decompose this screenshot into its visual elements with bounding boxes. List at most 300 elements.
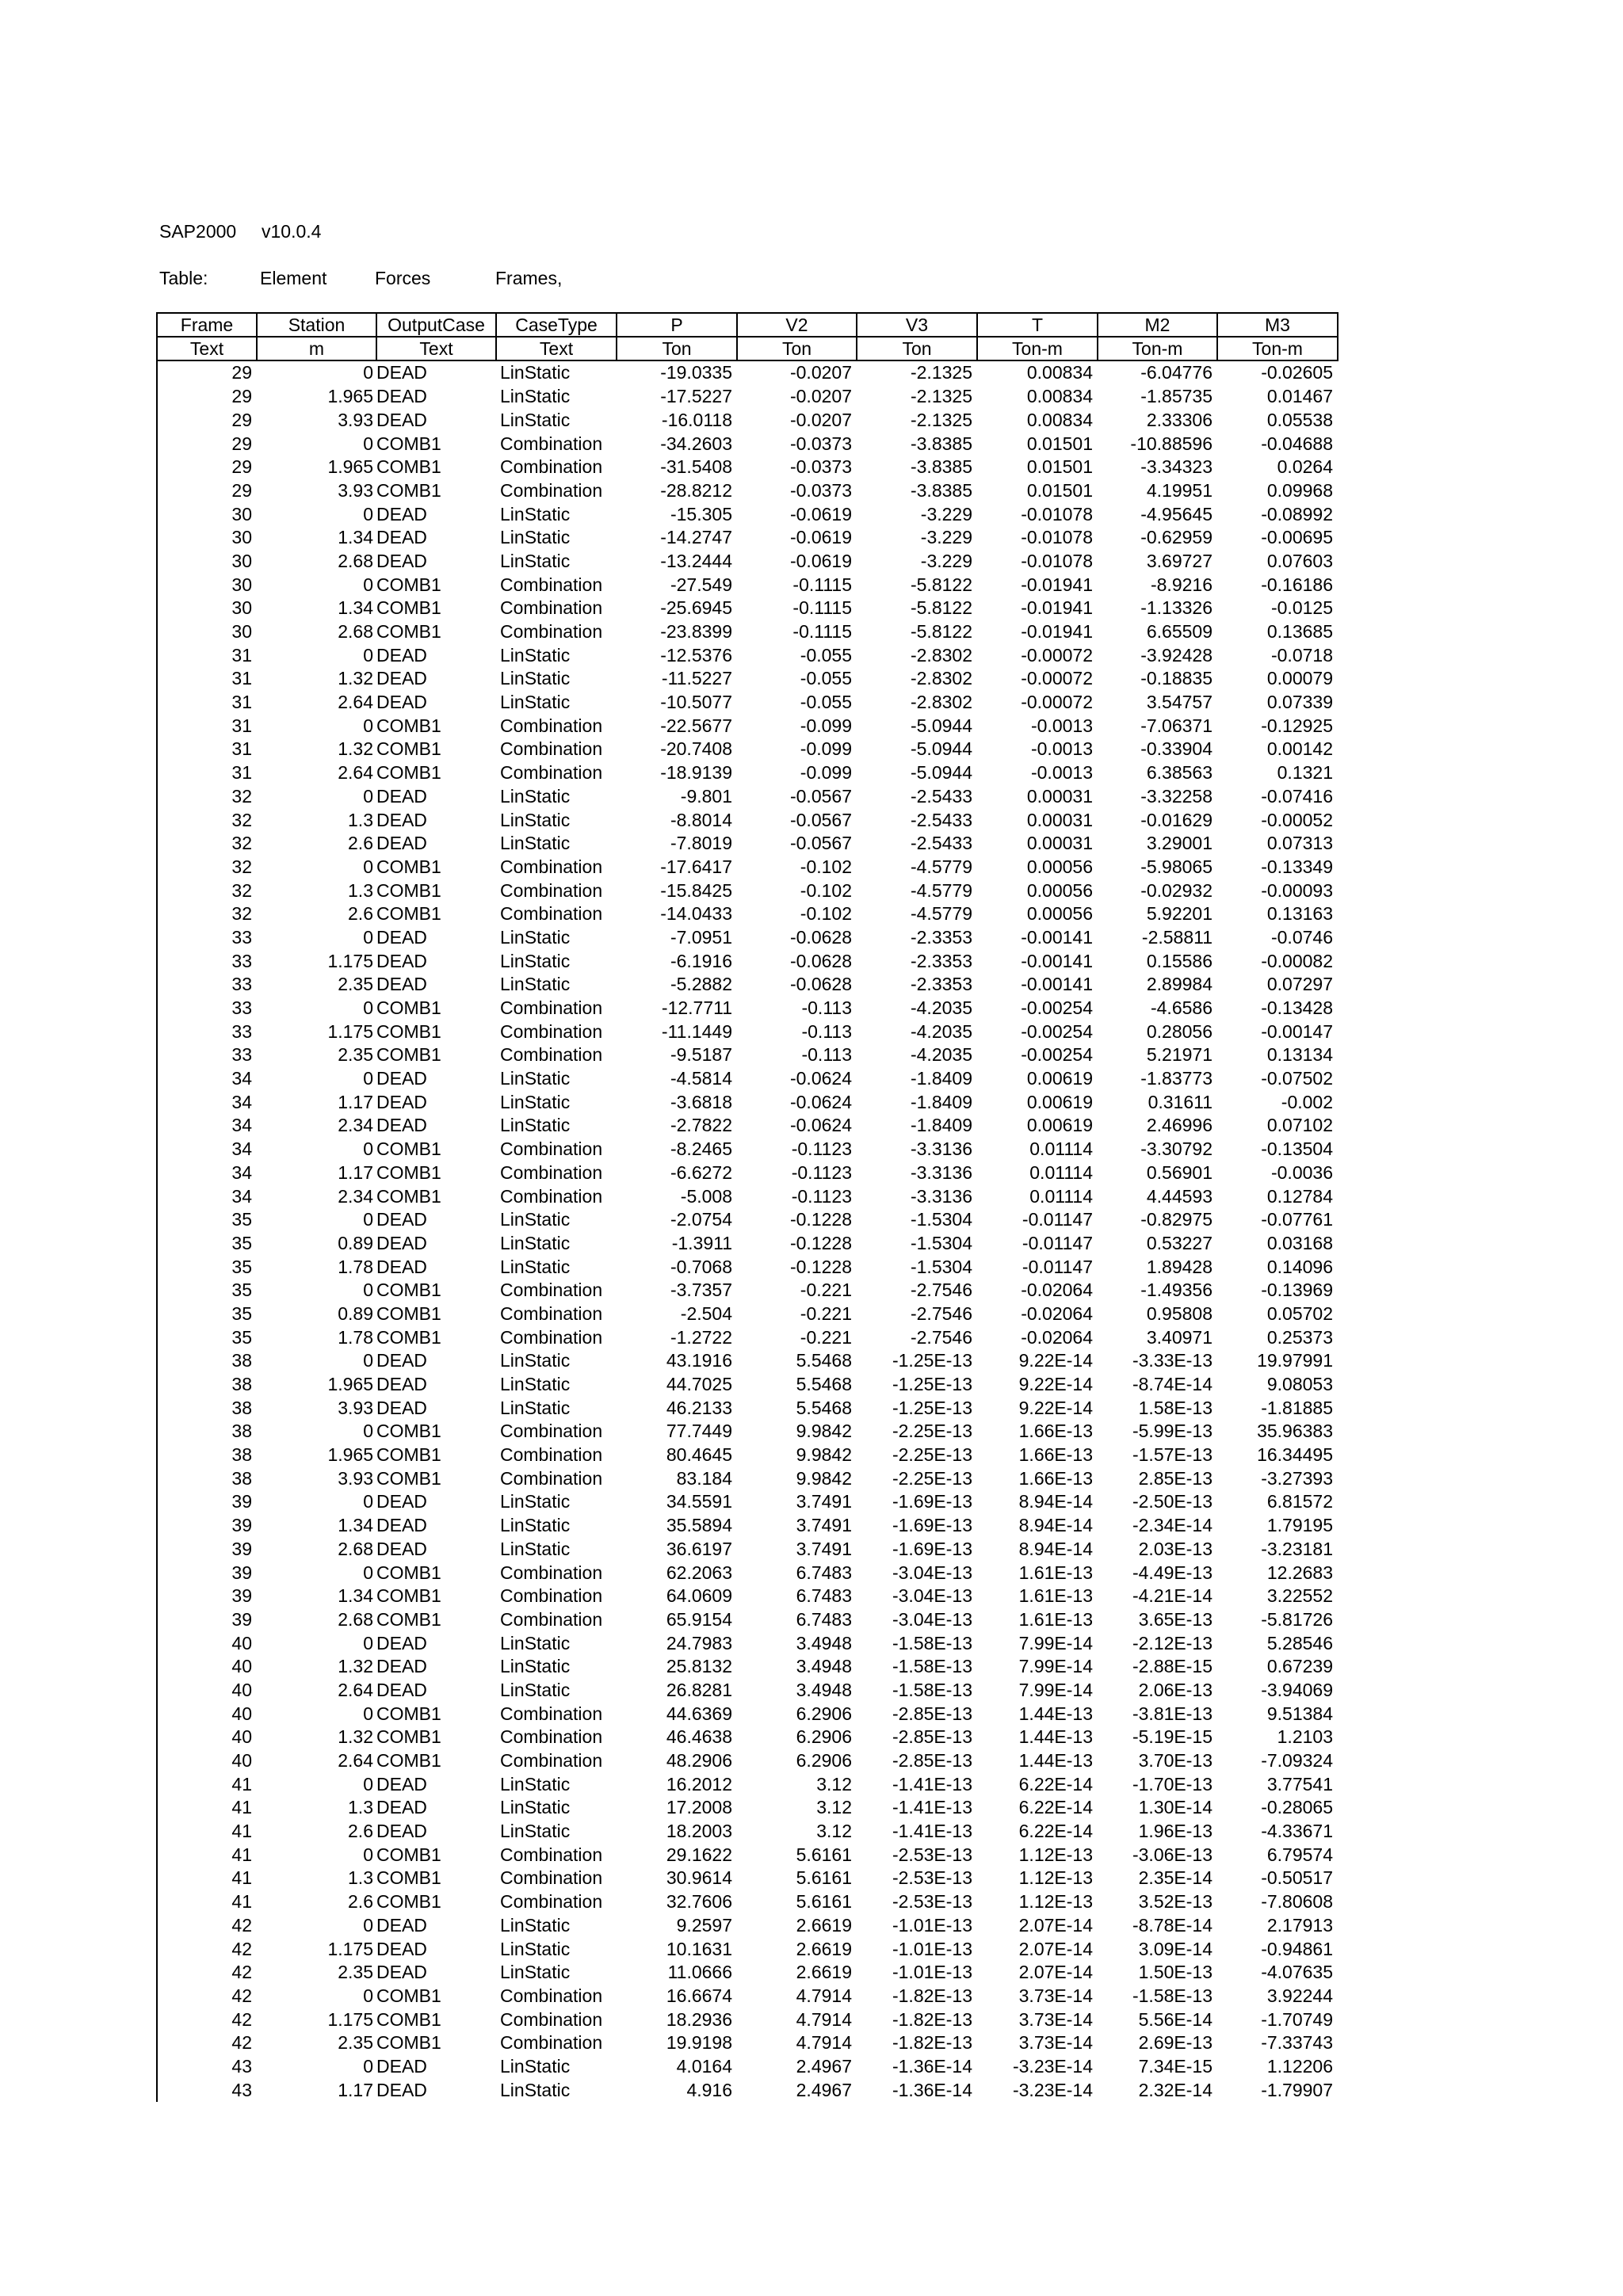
case-type-cell: LinStatic: [500, 1821, 571, 1842]
output-case-cell: DEAD: [376, 1515, 427, 1536]
v3-cell: -1.01E-13: [892, 1962, 972, 1983]
frame-cell: 31: [157, 643, 257, 667]
v2-cell: -0.0619: [789, 503, 852, 524]
station-cell: 1.32: [338, 1656, 373, 1677]
table-header: [157, 313, 1338, 360]
t-cell: 3.73E-14: [1018, 1985, 1093, 2006]
case-type-cell: Combination: [500, 1326, 603, 1348]
v2-cell: -0.1123: [791, 1185, 852, 1207]
m3-cell: -0.08992: [1261, 503, 1333, 524]
output-case-cell: DEAD: [376, 1797, 427, 1818]
frame-cell: 35: [157, 1302, 257, 1326]
frame-cell: 39: [157, 1585, 257, 1608]
m3-cell: 9.51384: [1266, 1703, 1333, 1724]
m2-cell: 2.35E-14: [1138, 1867, 1212, 1889]
output-case-cell: COMB1: [376, 1867, 441, 1889]
frame-cell: 32: [157, 784, 257, 808]
v3-cell: -1.8409: [910, 1068, 972, 1089]
m2-cell: -0.82975: [1140, 1209, 1212, 1230]
frame-cell: 33: [157, 926, 257, 950]
v3-cell: -5.0944: [910, 738, 972, 760]
frame-cell: 38: [157, 1444, 257, 1467]
v3-cell: -1.69E-13: [892, 1491, 972, 1512]
v3-cell: -1.8409: [910, 1091, 972, 1112]
p-cell: -20.7408: [660, 738, 732, 760]
case-type-cell: Combination: [500, 1703, 603, 1724]
m2-cell: -8.78E-14: [1132, 1914, 1212, 1936]
m2-cell: -1.83773: [1140, 1068, 1212, 1089]
p-cell: -6.1916: [670, 950, 732, 971]
p-cell: -34.2603: [660, 433, 732, 454]
output-case-cell: COMB1: [376, 1326, 441, 1348]
case-type-cell: LinStatic: [500, 2079, 571, 2100]
v3-cell: -3.8385: [910, 479, 972, 501]
v3-cell: -1.5304: [910, 1209, 972, 1230]
m3-cell: 0.67239: [1266, 1656, 1333, 1677]
v2-cell: 2.4967: [796, 2055, 852, 2077]
t-cell: 8.94E-14: [1018, 1538, 1093, 1559]
p-cell: 34.5591: [666, 1491, 732, 1512]
table-row: [157, 2055, 1338, 2079]
table-row: [157, 1161, 1338, 1184]
frame-cell: 34: [157, 1090, 257, 1114]
m2-cell: 4.19951: [1146, 479, 1212, 501]
m3-cell: -3.94069: [1261, 1679, 1333, 1700]
p-cell: 30.9614: [666, 1867, 732, 1889]
case-type-cell: LinStatic: [500, 1938, 571, 1959]
case-type-cell: LinStatic: [500, 1656, 571, 1677]
p-cell: -16.0118: [661, 409, 732, 430]
m2-cell: 2.03E-13: [1138, 1538, 1212, 1559]
table-row: [157, 691, 1338, 715]
frame-cell: 35: [157, 1325, 257, 1349]
table-row: [157, 1608, 1338, 1631]
v3-cell: -2.8302: [910, 692, 972, 713]
v3-cell: -2.25E-13: [892, 1467, 972, 1489]
frame-cell: 42: [157, 1961, 257, 1985]
v3-cell: -1.82E-13: [892, 1985, 972, 2006]
column-header: Station: [257, 313, 376, 337]
case-type-cell: LinStatic: [500, 950, 571, 971]
m3-cell: 0.05702: [1266, 1302, 1333, 1324]
p-cell: 36.6197: [666, 1538, 732, 1559]
table-row: [157, 408, 1338, 432]
output-case-cell: COMB1: [376, 738, 441, 760]
p-cell: 9.2597: [676, 1914, 732, 1936]
m2-cell: 3.29001: [1146, 833, 1212, 854]
frame-cell: 33: [157, 997, 257, 1020]
output-case-cell: DEAD: [376, 1256, 427, 1277]
table-row: [157, 1702, 1338, 1726]
case-type-cell: Combination: [500, 479, 603, 501]
station-cell: 2.68: [338, 1608, 373, 1630]
v3-cell: -5.8122: [910, 621, 972, 643]
t-cell: -0.01147: [1022, 1232, 1093, 1253]
case-type-cell: LinStatic: [500, 926, 571, 948]
m2-cell: 1.50E-13: [1138, 1962, 1212, 1983]
v3-cell: -3.3136: [910, 1161, 972, 1183]
output-case-cell: DEAD: [376, 1068, 427, 1089]
m3-cell: -0.0036: [1270, 1161, 1333, 1183]
m2-cell: -3.06E-13: [1132, 1844, 1212, 1865]
table-row: [157, 502, 1338, 526]
case-type-cell: Combination: [500, 1138, 603, 1160]
m3-cell: -7.80608: [1261, 1891, 1333, 1913]
m3-cell: -0.13349: [1261, 856, 1333, 877]
case-type-cell: LinStatic: [500, 362, 571, 383]
table-title-word: Forces: [375, 268, 431, 288]
m2-cell: 1.96E-13: [1138, 1821, 1212, 1842]
frame-cell: 42: [157, 2008, 257, 2031]
p-cell: 4.0164: [676, 2055, 732, 2077]
v2-cell: -0.221: [800, 1280, 852, 1301]
v2-cell: -0.0567: [789, 809, 852, 830]
station-cell: 1.17: [338, 1161, 373, 1183]
station-cell: 0: [363, 1844, 373, 1865]
case-type-cell: LinStatic: [500, 2055, 571, 2077]
m3-cell: -4.07635: [1261, 1962, 1333, 1983]
table-row: [157, 1820, 1338, 1844]
table-row: [157, 1302, 1338, 1326]
v2-cell: -0.0207: [789, 362, 852, 383]
t-cell: -0.01941: [1021, 574, 1093, 595]
table-row: [157, 926, 1338, 950]
p-cell: 4.916: [686, 2079, 732, 2100]
table-row: [157, 432, 1338, 456]
t-cell: -0.02064: [1021, 1280, 1093, 1301]
table-row: [157, 832, 1338, 856]
station-cell: 1.17: [338, 2079, 373, 2100]
frame-cell: 32: [157, 879, 257, 902]
m2-cell: -1.85735: [1140, 386, 1212, 407]
frame-cell: 40: [157, 1631, 257, 1655]
m2-cell: 2.89984: [1146, 974, 1212, 995]
unit-cell: Ton-m: [1098, 337, 1217, 360]
p-cell: 18.2936: [666, 2008, 732, 2030]
v3-cell: -1.82E-13: [892, 2032, 972, 2054]
t-cell: 1.66E-13: [1018, 1467, 1093, 1489]
t-cell: -3.23E-14: [1012, 2055, 1093, 2077]
t-cell: 9.22E-14: [1018, 1397, 1093, 1418]
t-cell: -0.0013: [1030, 715, 1093, 736]
m2-cell: 2.33306: [1146, 409, 1212, 430]
case-type-cell: LinStatic: [500, 644, 571, 666]
table-row: [157, 1631, 1338, 1655]
m2-cell: -1.13326: [1140, 597, 1212, 619]
station-cell: 0: [363, 997, 373, 1019]
case-type-cell: LinStatic: [500, 1374, 571, 1395]
frame-cell: 32: [157, 832, 257, 856]
v3-cell: -3.3136: [910, 1138, 972, 1160]
frame-cell: 38: [157, 1373, 257, 1397]
m2-cell: 1.30E-14: [1138, 1797, 1212, 1818]
output-case-cell: COMB1: [376, 1280, 441, 1301]
m3-cell: 0.13134: [1266, 1044, 1333, 1066]
m3-cell: -1.70749: [1261, 2008, 1333, 2030]
v3-cell: -1.58E-13: [892, 1656, 972, 1677]
case-type-cell: LinStatic: [500, 1350, 571, 1371]
m3-cell: 3.22552: [1266, 1585, 1333, 1607]
m2-cell: -2.34E-14: [1132, 1515, 1212, 1536]
case-type-cell: LinStatic: [500, 974, 571, 995]
column-header: V2: [737, 313, 857, 337]
frame-cell: 32: [157, 902, 257, 926]
frame-cell: 31: [157, 714, 257, 738]
m2-cell: 3.65E-13: [1138, 1608, 1212, 1630]
station-cell: 1.34: [338, 527, 373, 548]
table-row: [157, 1231, 1338, 1255]
t-cell: 7.99E-14: [1018, 1679, 1093, 1700]
table-row: [157, 573, 1338, 597]
frame-cell: 40: [157, 1655, 257, 1679]
case-type-cell: LinStatic: [500, 1091, 571, 1112]
output-case-cell: COMB1: [376, 715, 441, 736]
case-type-cell: LinStatic: [500, 1632, 571, 1653]
p-cell: -10.5077: [660, 692, 732, 713]
v3-cell: -1.41E-13: [892, 1797, 972, 1818]
output-case-cell: COMB1: [376, 2032, 441, 2054]
m2-cell: -3.92428: [1140, 644, 1212, 666]
v2-cell: -0.0628: [789, 926, 852, 948]
p-cell: -14.2747: [660, 527, 732, 548]
v2-cell: 2.6619: [796, 1962, 852, 1983]
m3-cell: -1.81885: [1261, 1397, 1333, 1418]
v2-cell: -0.055: [800, 668, 852, 689]
m2-cell: -4.49E-13: [1132, 1562, 1212, 1583]
table-row: [157, 1373, 1338, 1397]
v3-cell: -2.53E-13: [892, 1867, 972, 1889]
case-type-cell: LinStatic: [500, 785, 571, 807]
case-type-cell: LinStatic: [500, 668, 571, 689]
m3-cell: 1.12206: [1266, 2055, 1333, 2077]
case-type-cell: Combination: [500, 1750, 603, 1772]
station-cell: 1.175: [327, 1938, 373, 1959]
case-type-cell: Combination: [500, 1044, 603, 1066]
p-cell: 10.1631: [666, 1938, 732, 1959]
m3-cell: 0.13685: [1266, 621, 1333, 643]
t-cell: -0.00254: [1021, 1020, 1093, 1042]
v3-cell: -5.8122: [910, 574, 972, 595]
output-case-cell: COMB1: [376, 762, 441, 784]
t-cell: 7.99E-14: [1018, 1632, 1093, 1653]
m2-cell: 0.31611: [1148, 1091, 1212, 1112]
t-cell: 6.22E-14: [1018, 1821, 1093, 1842]
table-row: [157, 1349, 1338, 1373]
column-header: OutputCase: [376, 313, 496, 337]
p-cell: 62.2063: [666, 1562, 732, 1583]
output-case-cell: COMB1: [376, 621, 441, 643]
table-row: [157, 597, 1338, 620]
p-cell: -5.008: [680, 1185, 732, 1207]
m2-cell: 0.28056: [1146, 1020, 1212, 1042]
m3-cell: 19.97991: [1257, 1350, 1333, 1371]
frame-cell: 34: [157, 1138, 257, 1161]
t-cell: 0.01114: [1029, 1138, 1093, 1160]
t-cell: 0.00031: [1026, 809, 1093, 830]
v2-cell: 3.7491: [796, 1515, 852, 1536]
station-cell: 0: [363, 362, 373, 383]
p-cell: 44.6369: [666, 1703, 732, 1724]
v2-cell: -0.1123: [791, 1161, 852, 1183]
v3-cell: -1.25E-13: [892, 1374, 972, 1395]
t-cell: 3.73E-14: [1018, 2008, 1093, 2030]
m2-cell: -2.88E-15: [1132, 1656, 1212, 1677]
case-type-cell: Combination: [500, 1302, 603, 1324]
v2-cell: 3.12: [816, 1797, 852, 1818]
m2-cell: -3.34323: [1140, 456, 1212, 478]
frame-cell: 29: [157, 456, 257, 479]
table-row: [157, 997, 1338, 1020]
v3-cell: -2.8302: [910, 644, 972, 666]
station-cell: 0: [363, 574, 373, 595]
m3-cell: 0.0264: [1277, 456, 1333, 478]
station-cell: 1.3: [348, 1867, 373, 1889]
station-cell: 0: [363, 856, 373, 877]
v3-cell: -2.8302: [910, 668, 972, 689]
output-case-cell: COMB1: [376, 433, 441, 454]
t-cell: 1.12E-13: [1018, 1891, 1093, 1913]
station-cell: 0: [363, 1773, 373, 1794]
v2-cell: 5.6161: [796, 1867, 852, 1889]
case-type-cell: Combination: [500, 1985, 603, 2006]
station-cell: 2.34: [338, 1185, 373, 1207]
table-body: [157, 360, 1338, 2102]
p-cell: -2.0754: [670, 1209, 732, 1230]
p-cell: 18.2003: [666, 1821, 732, 1842]
v2-cell: 5.6161: [796, 1844, 852, 1865]
v3-cell: -1.82E-13: [892, 2008, 972, 2030]
v3-cell: -2.25E-13: [892, 1421, 972, 1442]
m3-cell: -7.33743: [1261, 2032, 1333, 2054]
v2-cell: -0.1228: [789, 1256, 852, 1277]
m2-cell: 3.70E-13: [1138, 1750, 1212, 1772]
v2-cell: 6.2906: [796, 1703, 852, 1724]
v3-cell: -2.3353: [910, 926, 972, 948]
case-type-cell: Combination: [500, 738, 603, 760]
output-case-cell: DEAD: [376, 833, 427, 854]
station-cell: 1.34: [338, 1585, 373, 1607]
station-cell: 1.32: [338, 738, 373, 760]
station-cell: 1.78: [338, 1256, 373, 1277]
frame-cell: 41: [157, 1796, 257, 1820]
v2-cell: -0.0373: [789, 456, 852, 478]
station-cell: 1.965: [327, 456, 373, 478]
table-row: [157, 1490, 1338, 1514]
p-cell: -12.5376: [660, 644, 732, 666]
t-cell: 1.44E-13: [1018, 1703, 1093, 1724]
v3-cell: -4.5779: [910, 856, 972, 877]
v3-cell: -2.5433: [910, 833, 972, 854]
v3-cell: -3.8385: [910, 433, 972, 454]
v3-cell: -2.5433: [910, 809, 972, 830]
station-cell: 0: [363, 644, 373, 666]
output-case-cell: COMB1: [376, 1161, 441, 1183]
m3-cell: -0.00093: [1261, 879, 1333, 901]
output-case-cell: DEAD: [376, 1656, 427, 1677]
case-type-cell: Combination: [500, 1562, 603, 1583]
t-cell: -0.00141: [1021, 974, 1093, 995]
t-cell: -0.01078: [1021, 527, 1093, 548]
m3-cell: -0.0125: [1270, 597, 1333, 619]
v2-cell: -0.1115: [792, 597, 852, 619]
v2-cell: -0.1123: [791, 1138, 852, 1160]
output-case-cell: DEAD: [376, 550, 427, 571]
m2-cell: -0.33904: [1140, 738, 1212, 760]
frame-cell: 31: [157, 691, 257, 715]
v3-cell: -5.0944: [910, 762, 972, 784]
p-cell: 44.7025: [666, 1374, 732, 1395]
m2-cell: 3.54757: [1146, 692, 1212, 713]
t-cell: 1.12E-13: [1018, 1844, 1093, 1865]
station-cell: 0: [363, 433, 373, 454]
m3-cell: 12.2683: [1266, 1562, 1333, 1583]
station-cell: 0: [363, 926, 373, 948]
p-cell: -18.9139: [660, 762, 732, 784]
v2-cell: 2.6619: [796, 1938, 852, 1959]
m2-cell: -1.70E-13: [1132, 1773, 1212, 1794]
table-row: [157, 1114, 1338, 1138]
case-type-cell: Combination: [500, 1844, 603, 1865]
frame-cell: 35: [157, 1231, 257, 1255]
output-case-cell: COMB1: [376, 1467, 441, 1489]
m3-cell: 0.00079: [1266, 668, 1333, 689]
table-row: [157, 1984, 1338, 2008]
station-cell: 2.35: [338, 974, 373, 995]
v2-cell: -0.0619: [789, 550, 852, 571]
frame-cell: 34: [157, 1161, 257, 1184]
case-type-cell: Combination: [500, 715, 603, 736]
m2-cell: -8.74E-14: [1132, 1374, 1212, 1395]
v3-cell: -1.69E-13: [892, 1515, 972, 1536]
station-cell: 0: [363, 1703, 373, 1724]
station-cell: 0: [363, 1209, 373, 1230]
case-type-cell: Combination: [500, 997, 603, 1019]
v3-cell: -3.229: [920, 550, 972, 571]
m2-cell: -4.6586: [1150, 997, 1212, 1019]
p-cell: 83.184: [676, 1467, 732, 1489]
v2-cell: 5.5468: [796, 1397, 852, 1418]
station-cell: 1.32: [338, 668, 373, 689]
p-cell: 16.2012: [666, 1773, 732, 1794]
m3-cell: -0.13969: [1261, 1280, 1333, 1301]
m2-cell: -3.32258: [1140, 785, 1212, 807]
v2-cell: 3.7491: [796, 1538, 852, 1559]
m3-cell: -3.27393: [1261, 1467, 1333, 1489]
v2-cell: -0.055: [800, 692, 852, 713]
t-cell: 1.61E-13: [1018, 1562, 1093, 1583]
v2-cell: -0.102: [800, 856, 852, 877]
station-cell: 0: [363, 1914, 373, 1936]
table-row: [157, 385, 1338, 409]
m2-cell: 2.69E-13: [1138, 2032, 1212, 2054]
table-title-word: Element: [260, 268, 327, 288]
frame-cell: 42: [157, 1913, 257, 1937]
m2-cell: -4.21E-14: [1132, 1585, 1212, 1607]
frame-cell: 32: [157, 855, 257, 879]
t-cell: 1.61E-13: [1018, 1608, 1093, 1630]
station-cell: 2.35: [338, 1044, 373, 1066]
case-type-cell: Combination: [500, 762, 603, 784]
table-row: [157, 1726, 1338, 1749]
frame-cell: 42: [157, 2031, 257, 2055]
case-type-cell: Combination: [500, 1726, 603, 1748]
station-cell: 2.6: [348, 903, 373, 925]
unit-cell: Text: [496, 337, 617, 360]
p-cell: -13.2444: [660, 550, 732, 571]
v2-cell: -0.1115: [792, 621, 852, 643]
frame-cell: 38: [157, 1466, 257, 1490]
v2-cell: 6.7483: [796, 1608, 852, 1630]
